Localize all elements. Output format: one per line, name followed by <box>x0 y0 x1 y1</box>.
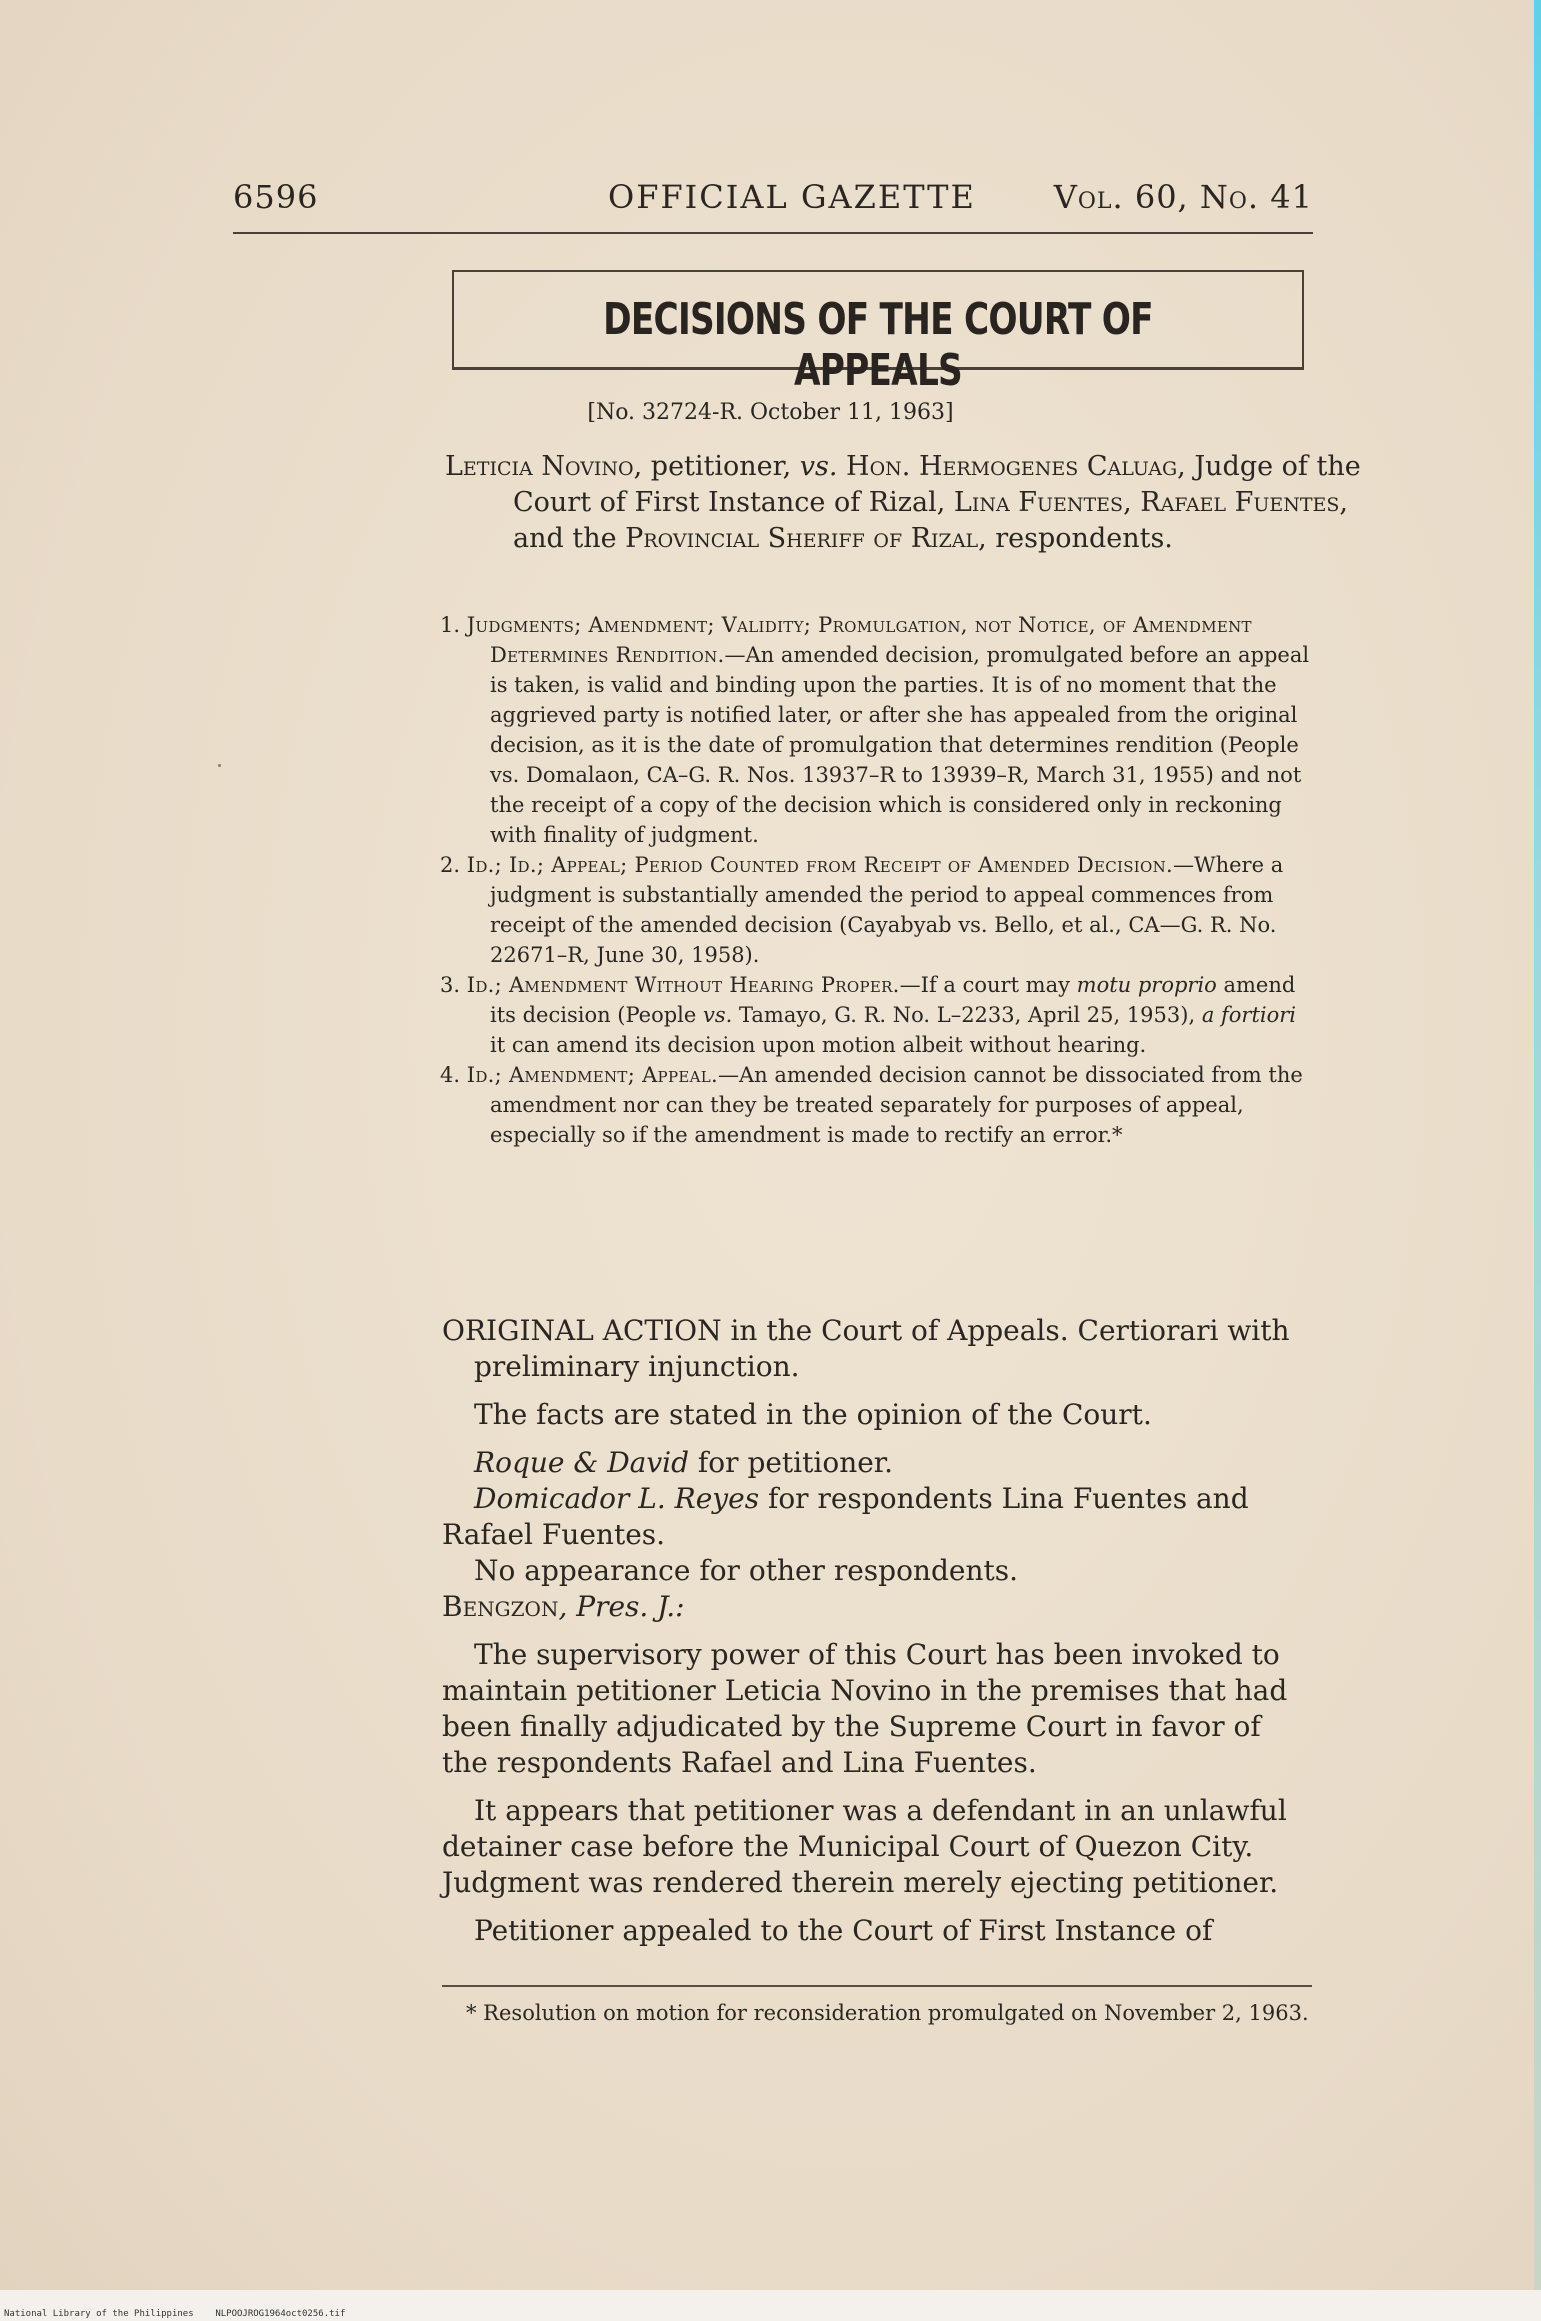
section-banner <box>452 270 1304 396</box>
syllabus-item <box>440 970 1312 1060</box>
scan-footer-strip <box>0 2290 1541 2321</box>
syllabus-text: amend its decision (People <box>490 973 1296 1027</box>
separator: , <box>1123 487 1141 518</box>
versus: vs. <box>799 451 838 482</box>
petitioner-role: , petitioner, <box>633 451 800 482</box>
footnote: * Resolution on motion for reconsideration promulgated on November 2, 1963. <box>466 2001 1309 2025</box>
running-header <box>233 178 1313 222</box>
conjunction: , and the <box>513 487 1349 554</box>
paragraph: The supervisory power of this Court has been invoked to maintain petitioner Leticia Novino in the premises that had been finally adjudicated by the Supreme Court in favor of the respondents Rafael and Lina Fuentes. <box>442 1638 1288 1779</box>
syllabus-number: 2. <box>440 853 467 877</box>
syllabus-item <box>440 1060 1312 1150</box>
syllabus-italic: motu proprio <box>1076 973 1217 997</box>
syllabus-text: —If a court may <box>899 973 1077 997</box>
original-action: ORIGINAL ACTION in the Court of Appeals. Certiorari with preliminary injunction. <box>442 1314 1290 1383</box>
section-title: DECISIONS OF THE COURT OF APPEALS <box>603 294 1153 396</box>
syllabus-italic: a fortiori <box>1201 1003 1297 1027</box>
scan-edge <box>1534 0 1541 2290</box>
facts-statement: The facts are stated in the opinion of the Court. <box>474 1398 1152 1431</box>
ponente-title: , Pres. J.: <box>558 1590 685 1623</box>
ponente <box>442 1589 1312 1625</box>
judge-description: , Judge of the Court of First Instance of Rizal, <box>513 451 1361 518</box>
syllabus-text: —Where a judgment is substantially amended the period to appeal commences from receipt of the amended decision (Cayabyab vs. Bello, et al., CA—G. R. No. 22671–R, June 30, 1958). <box>490 853 1284 967</box>
counsel-name: Roque & David <box>474 1446 690 1479</box>
syllabus-number: 4. <box>440 1063 467 1087</box>
syllabus-heading: Id.; Id.; Appeal; Period Counted from Receipt of Amended Decision. <box>466 853 1174 877</box>
case-number: [No. 32724-R. October 11, 1963] <box>587 400 954 425</box>
counsel-respondents <box>442 1481 1312 1553</box>
syllabus-heading: Id.; Amendment Without Hearing Proper. <box>466 973 900 997</box>
petitioner-name: Leticia Novino <box>445 451 634 482</box>
paragraph: Petitioner appealed to the Court of First Instance of <box>474 1914 1213 1947</box>
syllabus-text: Tamayo, G. R. No. L–2233, April 25, 1953), <box>732 1003 1202 1027</box>
respondent-judge: Hon. Hermogenes Caluag <box>837 451 1178 482</box>
syllabus-heading: Id.; Amendment; Appeal. <box>466 1063 718 1087</box>
case-parties <box>445 449 1383 557</box>
scan-footer-text: National Library of the Philippines NLPOOJROG1964oct0256.tif <box>4 2309 346 2319</box>
paragraph: It appears that petitioner was a defendant in an unlawful detainer case before the Municipal Court of Quezon City. Judgment was rendered therein merely ejecting petitioner. <box>442 1794 1287 1899</box>
decision-body <box>442 1313 1312 1949</box>
syllabus-text: it can amend its decision upon motion albeit without hearing. <box>490 1033 1147 1057</box>
syllabus-heading: Judgments; Amendment; Validity; Promulgation, not Notice, of Amendment Determines Rendition. <box>466 613 1252 667</box>
ponente-name: Bengzon <box>442 1590 559 1623</box>
respondents-label: , respondents. <box>978 523 1173 554</box>
counsel-role: for respondents Lina Fuentes and Rafael Fuentes. <box>442 1482 1249 1551</box>
counsel-petitioner <box>442 1445 1312 1481</box>
syllabus-text: —An amended decision, promulgated before an appeal is taken, is valid and binding upon the parties. It is of no moment that the aggrieved party is notified later, or after she has appealed from the original decision, as it is the date of promulgation that determines rendition (People vs. Domalaon, CA–G. R. Nos. 13937–R to 13939–R, March 31, 1955) and not the receipt of a copy of the decision which is considered only in reckoning with finality of judgment. <box>490 643 1310 847</box>
counsel-role: for petitioner. <box>689 1446 894 1479</box>
syllabus-number: 3. <box>440 973 467 997</box>
respondent-rafael: Rafael Fuentes <box>1140 487 1340 518</box>
respondent-sheriff: Provincial Sheriff of Rizal <box>625 523 979 554</box>
footnote-rule <box>442 1985 1312 1987</box>
publication-title: OFFICIAL GAZETTE <box>608 178 976 216</box>
syllabus-item <box>440 610 1312 850</box>
syllabus-text: —An amended decision cannot be dissociated from the amendment nor can they be treated separately for purposes of appeal, especially so if the amendment is made to rectify an error.* <box>490 1063 1303 1147</box>
syllabus-number: 1. <box>440 613 467 637</box>
syllabus-item <box>440 850 1312 970</box>
respondent-lina: Lina Fuentes <box>953 487 1124 518</box>
scan-speck <box>218 764 221 767</box>
syllabus <box>440 610 1312 1150</box>
header-rule <box>233 232 1313 234</box>
counsel-name: Domicador L. Reyes <box>474 1482 760 1515</box>
page-number: 6596 <box>233 178 319 216</box>
volume-number: Vol. 60, No. 41 <box>1053 178 1313 216</box>
syllabus-italic: vs. <box>703 1003 733 1027</box>
no-appearance: No appearance for other respondents. <box>474 1554 1019 1587</box>
